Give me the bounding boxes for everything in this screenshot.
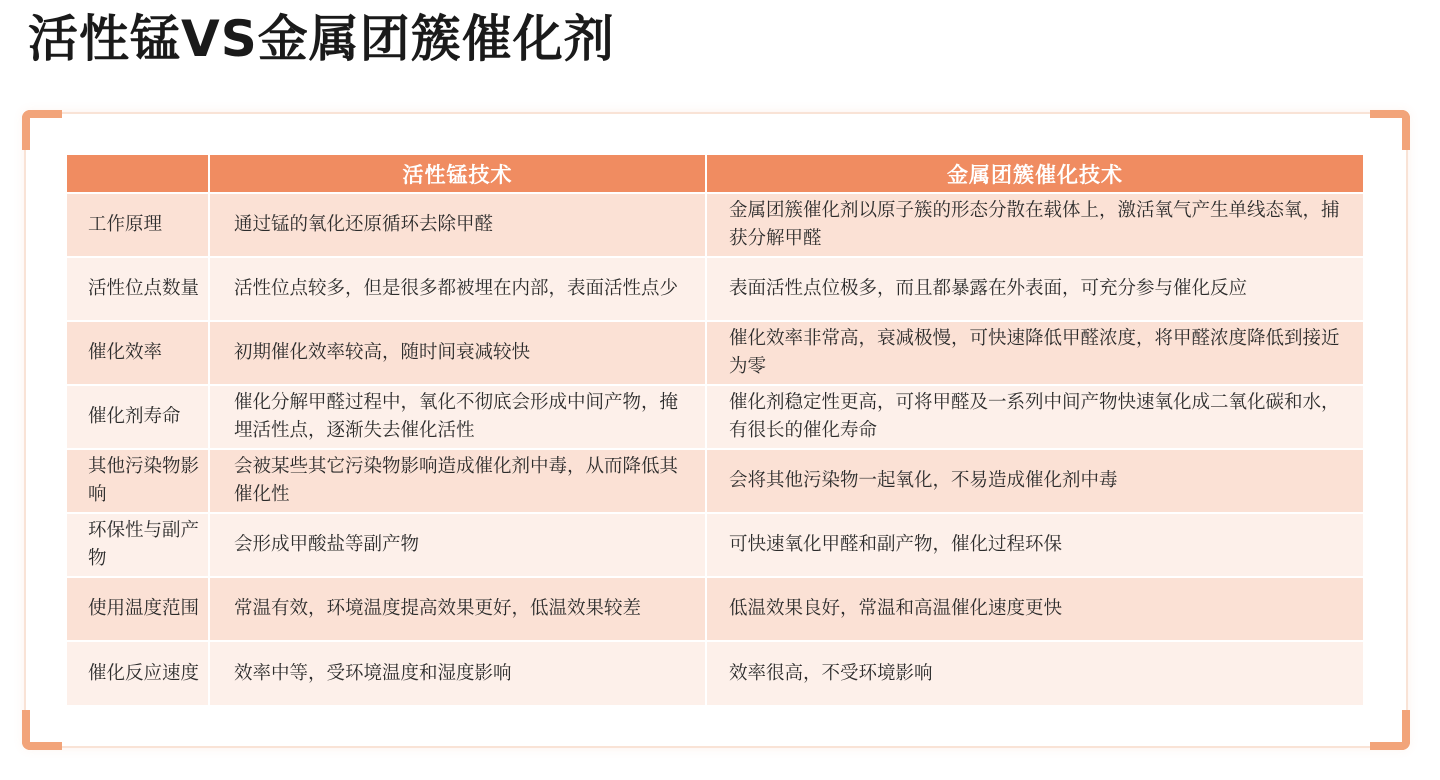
- row-label: 环保性与副产物: [67, 513, 209, 577]
- metal-cluster-cell: 催化剂稳定性更高，可将甲醛及一系列中间产物快速氧化成二氧化碳和水，有很长的催化寿命: [706, 385, 1363, 449]
- table-row: [67, 641, 1363, 705]
- manganese-cell: 活性位点较多，但是很多都被埋在内部，表面活性点少: [209, 257, 706, 321]
- comparison-table: [67, 155, 1363, 705]
- table-row: [67, 257, 1363, 321]
- row-label: 催化效率: [67, 321, 209, 385]
- header-metal-cluster: 金属团簇催化技术: [706, 155, 1363, 193]
- metal-cluster-cell: 表面活性点位极多，而且都暴露在外表面，可充分参与催化反应: [706, 257, 1363, 321]
- row-label: 其他污染物影响: [67, 449, 209, 513]
- frame-corner-top-left: [22, 110, 62, 150]
- manganese-cell: 会形成甲酸盐等副产物: [209, 513, 706, 577]
- row-label: 工作原理: [67, 193, 209, 257]
- metal-cluster-cell: 低温效果良好，常温和高温催化速度更快: [706, 577, 1363, 641]
- table-row: [67, 577, 1363, 641]
- row-label: 活性位点数量: [67, 257, 209, 321]
- table-header-row: [67, 155, 1363, 193]
- row-label: 催化反应速度: [67, 641, 209, 705]
- manganese-cell: 初期催化效率较高，随时间衰减较快: [209, 321, 706, 385]
- table-row: [67, 321, 1363, 385]
- manganese-cell: 效率中等，受环境温度和湿度影响: [209, 641, 706, 705]
- header-manganese: 活性锰技术: [209, 155, 706, 193]
- metal-cluster-cell: 效率很高，不受环境影响: [706, 641, 1363, 705]
- manganese-cell: 会被某些其它污染物影响造成催化剂中毒，从而降低其催化性: [209, 449, 706, 513]
- page-title: 活性锰VS金属团簇催化剂: [28, 10, 615, 68]
- header-empty-cell: [67, 155, 209, 193]
- table-row: [67, 385, 1363, 449]
- frame-corner-bottom-right: [1370, 710, 1410, 750]
- metal-cluster-cell: 金属团簇催化剂以原子簇的形态分散在载体上，激活氧气产生单线态氧，捕获分解甲醛: [706, 193, 1363, 257]
- row-label: 使用温度范围: [67, 577, 209, 641]
- metal-cluster-cell: 催化效率非常高，衰减极慢，可快速降低甲醛浓度，将甲醛浓度降低到接近为零: [706, 321, 1363, 385]
- manganese-cell: 通过锰的氧化还原循环去除甲醛: [209, 193, 706, 257]
- metal-cluster-cell: 会将其他污染物一起氧化，不易造成催化剂中毒: [706, 449, 1363, 513]
- table-row: [67, 193, 1363, 257]
- frame-corner-bottom-left: [22, 710, 62, 750]
- manganese-cell: 催化分解甲醛过程中，氧化不彻底会形成中间产物，掩埋活性点，逐渐失去催化活性: [209, 385, 706, 449]
- table-row: [67, 449, 1363, 513]
- frame-corner-top-right: [1370, 110, 1410, 150]
- row-label: 催化剂寿命: [67, 385, 209, 449]
- manganese-cell: 常温有效，环境温度提高效果更好，低温效果较差: [209, 577, 706, 641]
- metal-cluster-cell: 可快速氧化甲醛和副产物，催化过程环保: [706, 513, 1363, 577]
- table-row: [67, 513, 1363, 577]
